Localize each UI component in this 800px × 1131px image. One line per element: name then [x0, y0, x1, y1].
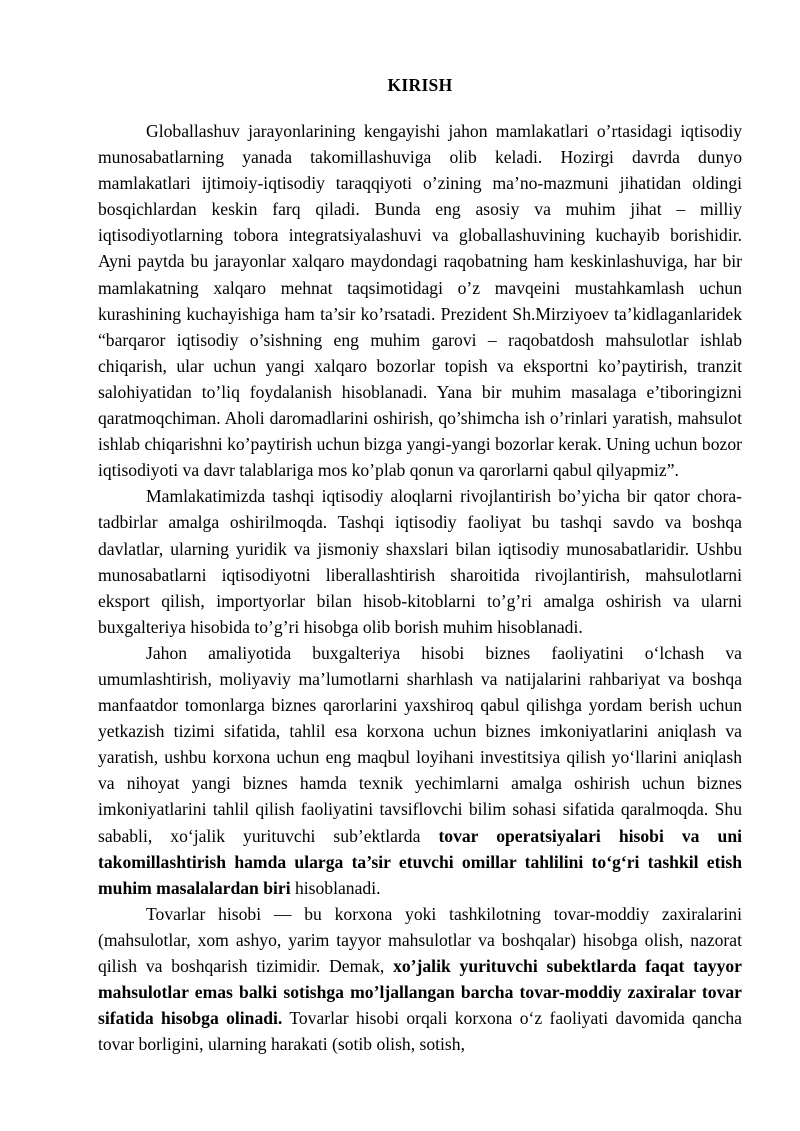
- paragraph: [98, 640, 742, 901]
- document-body: [98, 118, 742, 1057]
- paragraph: [98, 483, 742, 640]
- paragraph: [98, 901, 742, 1058]
- bold-run: tovar operatsiyalari hisobi va uni takomillashtirish hamda ularga ta’sir etuvchi omillar tahlilini toʻgʻri tashkil etish muhim masalalardan biri: [98, 825, 742, 898]
- paragraph: [98, 118, 742, 483]
- text-run: Globallashuv jarayonlarining kengayishi jahon mamlakatlari o’rtasidagi iqtisodiy munosabatlarning yanada takomillashuviga olib keladi. Hozirgi davrda dunyo mamlakatlari ijtimoiy-iqtisodiy taraqqiyoti o’zining ma’no-mazmuni jihatidan oldingi bosqichlardan keskin farq qiladi. Bunda eng asosiy va muhim jihat – milliy iqtisodiyotlarning tobora integratsiyalashuvi va globallashuvining kuchayib borishidir. Ayni paytda bu jarayonlar xalqaro maydondagi raqobatning ham keskinlashuviga, har bir mamlakatning xalqaro mehnat taqsimotidagi o’z mavqeini mustahkamlash uchun kurashining kuchayishiga ham ta’sir ko’rsatadi. Prezident Sh.Mirziyoev ta’kidlaganlaridek “barqaror iqtisodiy o’sishning eng muhim garovi – raqobatdosh mahsulotlar ishlab chiqarish, ular uchun yangi xalqaro bozorlar topish va eksportni ko’paytirish, tranzit salohiyatidan to’liq foydalanish hisoblanadi. Yana bir muhim masalaga e’tiboringizni qaratmoqchiman. Aholi daromadlarini oshirish, qo’shimcha ish o’rinlari yaratish, mahsulot ishlab chiqarishni ko’paytirish uchun bizga yangi-yangi bozorlar kerak. Uning uchun bozor iqtisodiyoti va davr talablariga mos ko’plab qonun va qarorlarni qabul qilyapmiz”.: [98, 121, 742, 481]
- bold-run: xo’jalik yurituvchi subektlarda faqat tayyor mahsulotlar emas balki sotishga mo’ljallangan barcha tovar-moddiy zaxiralar tovar sifatida hisobga olinadi.: [98, 956, 742, 1029]
- text-run: hisoblanadi.: [290, 877, 381, 898]
- page-title: KIRISH: [387, 75, 453, 95]
- text-run: Tovarlar hisobi orqali korxona oʻz faoliyati davomida qancha tovar borligini, ularning harakati (sotib olish, sotish,: [98, 1008, 742, 1055]
- text-run: Tovarlar hisobi — bu korxona yoki tashkilotning tovar-moddiy zaxiralarini (mahsulotlar, xom ashyo, yarim tayyor mahsulotlar va boshqalar) hisobga olish, nazorat qilish va boshqarish tizimidir. Demak,: [98, 903, 742, 976]
- text-run: Mamlakatimizda tashqi iqtisodiy aloqlarni rivojlantirish bo’yicha bir qator chora-tadbirlar amalga oshirilmoqda. Tashqi iqtisodiy faoliyat bu tashqi savdo va boshqa davlatlar, ularning yuridik va jismoniy shaxslari bilan iqtisodiy munosabatlaridir. Ushbu munosabatlarni iqtisodiyotni liberallashtirish sharoitida rivojlantirish, mahsulotlarni eksport qilish, importyorlar bilan hisob-kitoblarni to’g’ri amalga oshirish va ularni buxgalteriya hisobida to’g’ri hisobga olib borish muhim hisoblanadi.: [98, 486, 742, 637]
- text-run: Jahon amaliyotida buxgalteriya hisobi biznes faoliyatini oʻlchash va umumlashtirish, moliyaviy ma’lumotlarni sharhlash va natijalarini rahbariyat va boshqa manfaatdor tomonlarga biznes qarorlarini yaxshiroq qabul qilishga yordam berish uchun yetkazish tizimi sifatida, tahlil esa korxona uchun biznes imkoniyatlarini aniqlash va yaratish, ushbu korxona uchun eng maqbul loyihani investitsiya qilish yoʻllarini aniqlash va nihoyat yangi biznes hamda texnik yechimlarni amalga oshirish uchun biznes imkoniyatlarini tahlil qilish faoliyatini tavsiflovchi bilim sohasi sifatida qaralmoqda. Shu sababli, xoʻjalik yurituvchi sub’ektlarda: [98, 642, 742, 846]
